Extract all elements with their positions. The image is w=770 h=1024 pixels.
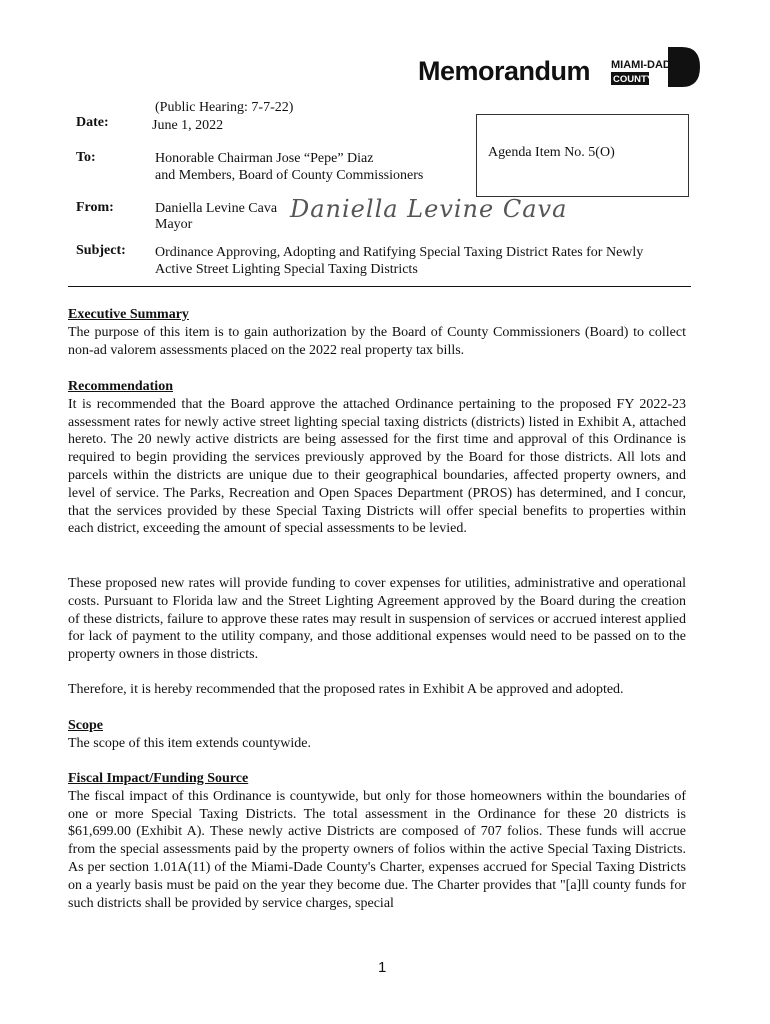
executive-summary-heading: Executive Summary (68, 307, 189, 322)
date-value: June 1, 2022 (152, 118, 224, 133)
logo-top-text: MIAMI-DADE (611, 59, 679, 71)
executive-summary-section (68, 306, 686, 359)
recommendation-section (68, 378, 686, 538)
subject-label: Subject: (76, 243, 126, 258)
from-line-1: Daniella Levine Cava (155, 201, 278, 216)
fiscal-impact-heading: Fiscal Impact/Funding Source (68, 771, 249, 786)
recommendation-text: It is recommended that the Board approve the attached Ordinance pertaining to the proposed FY 2022-23 assessment rates for newly active street lighting special taxing districts (districts) listed in Exhibit A, attached hereto. The 20 newly active districts are being assessed for the first time and approval of this Ordinance is required to begin providing the services previously approved by the Board for those districts. All lots and parcels within the districts are unique due to their geographical boundaries, affected property owners, and level of service. The Parks, Recreation and Open Spaces Department (PROS) has determined, and I concur, that the services provided by these Special Taxing Districts will offer special benefits to properties within each district, exceeding the amount of special assessments to be levied. (68, 396, 686, 537)
to-line-2: and Members, Board of County Commissioners (155, 168, 424, 183)
date-label: Date: (76, 115, 109, 130)
scope-heading: Scope (68, 718, 103, 733)
recommendation-paragraph-2: These proposed new rates will provide funding to cover expenses for utilities, administrative and operational costs. Pursuant to Florida law and the Street Lighting Agreement approved by the Board during the creation of these districts, failure to approve these rates may result in suspension of services or accrued interest applied for lack of payment to the utility company, and those additional expenses would need to be passed on to the property owners in those districts. (68, 576, 686, 663)
subject-line-2: Active Street Lighting Special Taxing Districts (155, 262, 418, 277)
subject-line-1: Ordinance Approving, Adopting and Ratifying Special Taxing District Rates for Newly (155, 245, 644, 260)
to-line-1: Honorable Chairman Jose “Pepe” Diaz (155, 151, 374, 166)
agenda-item-box (476, 114, 689, 197)
memo-title: Memorandum (418, 56, 591, 86)
scope-text: The scope of this item extends countywide. (68, 735, 311, 751)
from-label: From: (76, 200, 114, 215)
recommendation-paragraph-3: Therefore, it is hereby recommended that the proposed rates in Exhibit A be approved and adopted. (68, 682, 624, 697)
page-number: 1 (378, 959, 387, 976)
executive-summary-text: The purpose of this item is to gain authorization by the Board of County Commissioners (Board) to collect non-ad valorem assessments placed on the 2022 real property tax bills. (68, 324, 686, 358)
miami-dade-county-logo (610, 45, 702, 89)
public-hearing-note: (Public Hearing: 7-7-22) (155, 100, 294, 115)
fiscal-impact-text: The fiscal impact of this Ordinance is countywide, but only for those homeowners within the boundaries of one or more Special Taxing Districts. The total assessment in the Ordinance for these 20 districts is $61,699.00 (Exhibit A). These newly active Districts are composed of 707 folios. These funds will accrue from the special assessments paid by the property owners of folios within the active Special Taxing Districts. As per section 1.01A(11) of the Miami-Dade County's Charter, expenses accrued for Special Taxing Districts on a yearly basis must be paid on the year they become due. The Charter provides that "[a]ll county funds for such districts shall be provided by service charges, special (68, 788, 686, 911)
logo-bottom-text: COUNTY (613, 74, 654, 85)
from-line-2: Mayor (155, 217, 193, 232)
mayor-signature: Daniella Levine Cava (290, 195, 568, 223)
fiscal-impact-section (68, 770, 686, 912)
recommendation-heading: Recommendation (68, 379, 173, 394)
agenda-item-text: Agenda Item No. 5(O) (488, 145, 615, 160)
header-divider (68, 286, 691, 287)
scope-section (68, 717, 686, 753)
to-label: To: (76, 150, 96, 165)
